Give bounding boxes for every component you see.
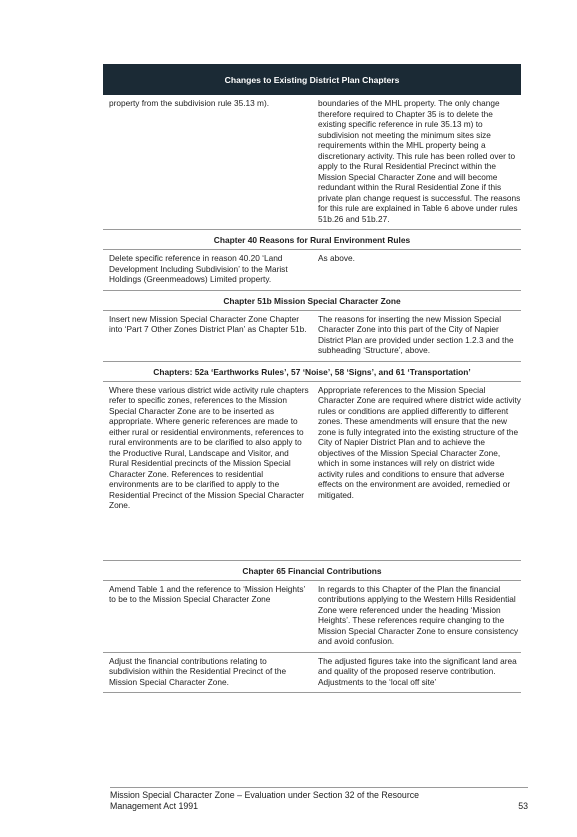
table-row [103, 653, 521, 694]
section-heading-chapter-40: Chapter 40 Reasons for Rural Environment Rules [103, 230, 521, 250]
reason-cell: boundaries of the MHL property. The only change therefore required to Chapter 35 is to delete the existing specific reference in rule 35.13 m) to subdivision not meeting the minimum sites size requirements within the MHL property being a discretionary activity. This rule has been rolled over to apply to the Rural Residential Precinct within the Mission Special Character Zone and will become redundant within the Rural Residential Zone if this private plan change request is successful. The reasons for this rule are explained in Table 6 above under rules 51b.26 and 51b.27. [318, 98, 521, 224]
table-row [103, 250, 521, 291]
blank-space [103, 516, 521, 561]
change-cell: Amend Table 1 and the reference to ‘Mission Heights’ to be to the Mission Special Character Zone [109, 583, 306, 604]
section-heading-chapter-51b: Chapter 51b Mission Special Character Zone [103, 291, 521, 311]
section-heading-chapter-65: Chapter 65 Financial Contributions [103, 561, 521, 581]
change-cell: Adjust the financial contributions relating to subdivision within the Residential Precinct of the Mission Special Character Zone. [109, 655, 287, 687]
change-cell: Delete specific reference in reason 40.20 ‘Land Development Including Subdivision’ to the Marist Holdings (Greenmeadows) Limited property. [109, 253, 288, 284]
section-heading-chapters-52a-61: Chapters: 52a ‘Earthworks Rules’, 57 ‘Noise’, 58 ‘Signs’, and 61 ‘Transportation’ [103, 362, 521, 382]
reason-cell: The reasons for inserting the new Mission Special Character Zone into this part of the City of Napier District Plan are provided under section 1.2.3 and the subheading ‘Structure’, above. [318, 313, 514, 355]
change-cell: Insert new Mission Special Character Zone Chapter into ‘Part 7 Other Zones District Plan’ as Chapter 51b. [109, 313, 307, 334]
table-header: Changes to Existing District Plan Chapters [103, 64, 521, 95]
footer-text: Mission Special Character Zone – Evaluation under Section 32 of the Resource Management Act 1991 [110, 790, 420, 811]
footer-divider [110, 787, 528, 788]
table-row [103, 95, 521, 230]
reason-cell: As above. [318, 253, 355, 263]
change-cell: property from the subdivision rule 35.13 m). [109, 98, 270, 108]
reason-cell: In regards to this Chapter of the Plan the financial contributions applying to the Western Hills Residential Zone were referenced under the heading ‘Mission Heights’. These references require changing to the Mission Special Character Zone to ensure consistency and avoid confusion. [318, 583, 519, 646]
table-row [103, 311, 521, 362]
page-footer [110, 790, 528, 812]
table-row [103, 581, 521, 653]
reason-cell: The adjusted figures take into the significant land area and quality of the proposed reserve contribution. Adjustments to the ‘local off site’ [318, 655, 517, 687]
table-row [103, 382, 521, 516]
page-number: 53 [518, 801, 528, 811]
reason-cell: Appropriate references to the Mission Special Character Zone are required where district wide activity rules or conditions are applied differently to different zones. These amendments will ensure that the new zone is fully integrated into the existing structure of the City of Napier District Plan and to achieve the objectives of the Mission Special Character Zone, which in some instances will rely on district wide activity rules and conditions to ensure that adverse effects on the environment are avoided, remedied or mitigated. [318, 384, 521, 500]
changes-table [103, 64, 521, 693]
change-cell: Where these various district wide activity rule chapters refer to specific zones, references to the Mission Special Character Zone are to be inserted as appropriate. Where generic references are made to either rural or residential environments, references to rural environments are to be clarified to also apply to the Productive Rural, Landscape and Visitor, and Rural Residential precincts of the Mission Special Character Zone. References to residential environments are to be clarified to apply to the Residential Precinct of the Mission Special Character Zone. [109, 384, 309, 510]
